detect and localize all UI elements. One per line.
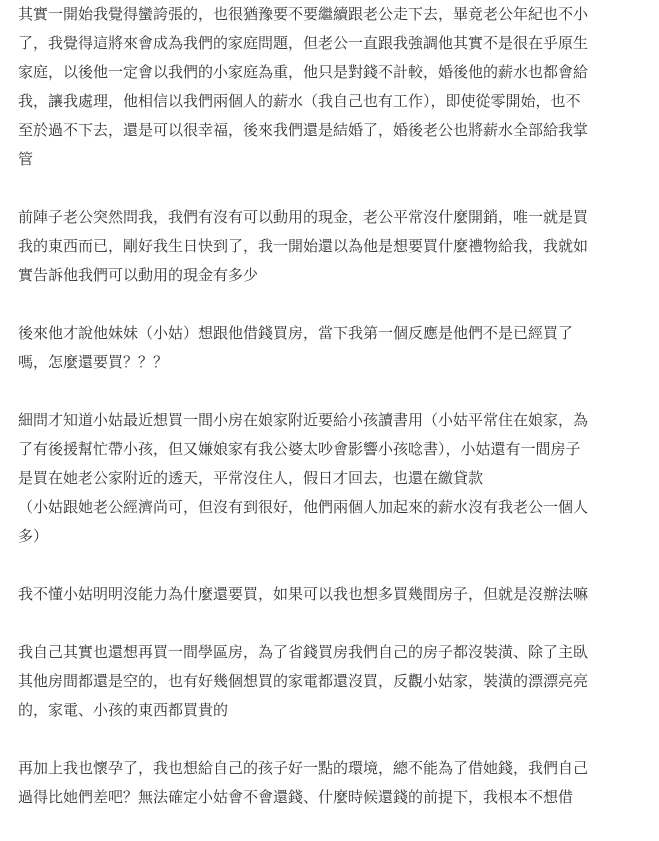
text-line: 的，家電、小孩的東西都買貴的 (18, 701, 229, 719)
text-line: 管 (18, 150, 34, 168)
text-line: 再加上我也懷孕了，我也想給自己的孩子好一點的環境，總不能為了借她錢，我們自己 (18, 759, 589, 777)
paragraph-6 (18, 638, 630, 725)
text-line: 至於過不下去，還是可以很幸福，後來我們還是結婚了，婚後老公也將薪水全部給我掌 (18, 121, 589, 139)
paragraph-1 (18, 0, 630, 174)
text-line: 過得比她們差吧？無法確定小姑會不會還錢、什麼時候還錢的前提下，我根本不想借 (18, 788, 574, 806)
paragraph-2 (18, 203, 630, 290)
text-line: 我的東西而已，剛好我生日快到了，我一開始還以為他是想要買什麼禮物給我，我就如 (18, 237, 589, 255)
text-line: 嗎，怎麼還要買？？？ (18, 353, 169, 371)
paragraph-4 (18, 406, 630, 551)
text-line: （小姑跟她老公經濟尚可，但沒有到很好，他們兩個人加起來的薪水沒有我老公一個人 (18, 498, 589, 516)
text-line: 家庭，以後他一定會以我們的小家庭為重，他只是對錢不計較，婚後他的薪水也都會給 (18, 63, 589, 81)
paragraph-7 (18, 754, 630, 812)
text-line: 其他房間都還是空的，也有好幾個想買的家電都還沒買，反觀小姑家，裝潢的漂漂亮亮 (18, 672, 589, 690)
text-line: 我自己其實也還想再買一間學區房，為了省錢買房我們自己的房子都沒裝潢、除了主臥 (18, 643, 589, 661)
text-line: 我不懂小姑明明沒能力為什麼還要買，如果可以我也想多買幾間房子，但就是沒辦法嘛 (18, 585, 589, 603)
text-line: 實告訴他我們可以動用的現金有多少 (18, 266, 259, 284)
text-line: 了有後援幫忙帶小孩，但又嫌娘家有我公婆太吵會影響小孩唸書），小姑還有一間房子 (18, 440, 581, 458)
text-line: 多） (18, 527, 49, 545)
post-body (18, 0, 630, 841)
text-line: 我，讓我處理，他相信以我們兩個人的薪水（我自己也有工作），即使從零開始，也不 (18, 92, 581, 110)
text-line: 細問才知道小姑最近想買一間小房在娘家附近要給小孩讀書用（小姑平常住在娘家，為 (18, 411, 589, 429)
text-line: 了，我覺得這將來會成為我們的家庭問題，但老公一直跟我強調他其實不是很在乎原生 (18, 34, 589, 52)
paragraph-3 (18, 319, 630, 377)
text-line: 其實一開始我覺得蠻誇張的，也很猶豫要不要繼續跟老公走下去，畢竟老公年紀也不小 (18, 5, 589, 23)
paragraph-5 (18, 580, 630, 609)
text-line: 是買在她老公家附近的透天，平常沒住人，假日才回去，也還在繳貸款 (18, 469, 484, 487)
text-line: 後來他才說他妹妹（小姑）想跟他借錢買房，當下我第一個反應是他們不是已經買了 (18, 324, 574, 342)
text-line: 前陣子老公突然問我，我們有沒有可以動用的現金，老公平常沒什麼開銷，唯一就是買 (18, 208, 589, 226)
